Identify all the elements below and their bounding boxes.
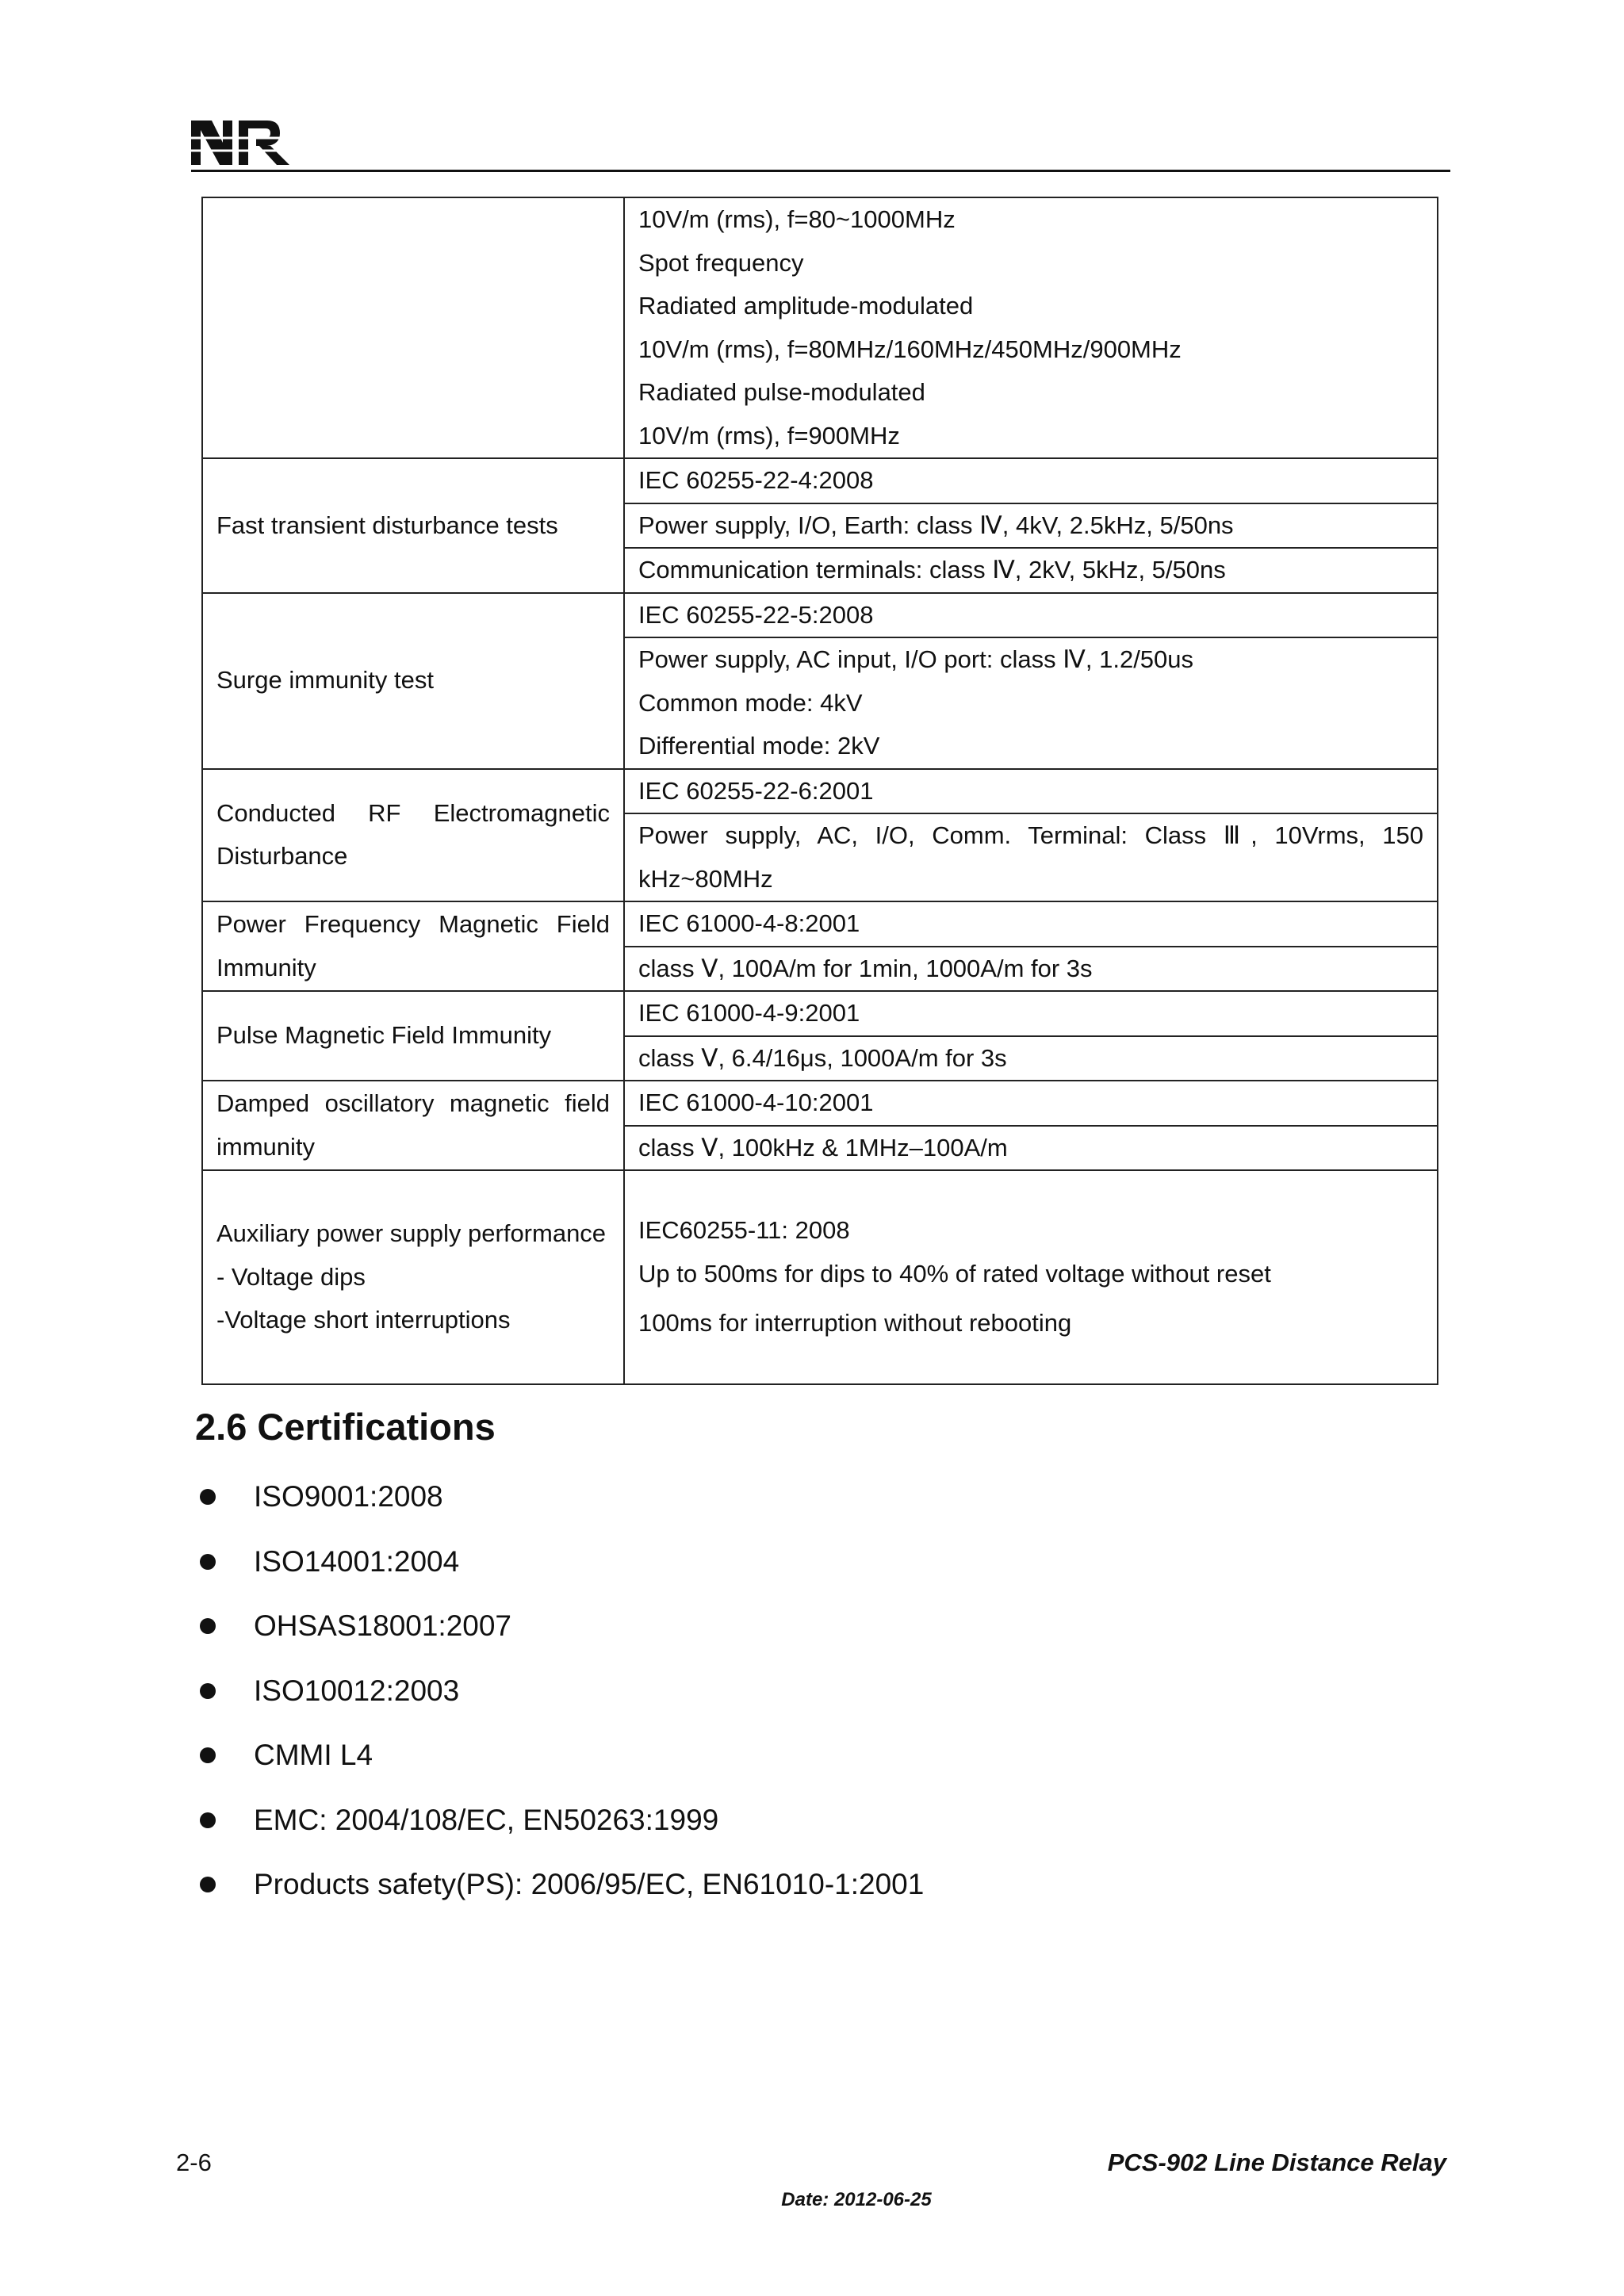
page-number: 2-6 (176, 2149, 212, 2176)
document-date: Date: 2012-06-25 (781, 2189, 932, 2210)
bullet-icon (200, 1554, 216, 1570)
certification-list (197, 1479, 924, 1932)
list-item (197, 1867, 924, 1932)
table-row (202, 991, 1438, 1036)
list-item (197, 1674, 924, 1739)
value-line: Radiated pulse-modulated (638, 378, 925, 406)
certification-label: ISO10012:2003 (254, 1674, 460, 1707)
bullet-icon (200, 1618, 216, 1634)
list-item (197, 1544, 924, 1609)
table-row (202, 1081, 1438, 1126)
bullet-icon (200, 1747, 216, 1763)
table-row (202, 901, 1438, 947)
value-cell: IEC 61000-4-8:2001 (624, 901, 1438, 947)
value-line: Up to 500ms for dips to 40% of rated voltage without reset (638, 1259, 1271, 1288)
value-line: Common mode: 4kV (638, 688, 863, 717)
header-rule (191, 170, 1450, 172)
value-cell: class Ⅴ, 100kHz & 1MHz–100A/m (624, 1126, 1438, 1171)
table-row (202, 593, 1438, 638)
value-cell: class Ⅴ, 6.4/16μs, 1000A/m for 3s (624, 1036, 1438, 1081)
test-label (202, 1170, 624, 1384)
table-row (202, 458, 1438, 503)
certification-label: CMMI L4 (254, 1739, 373, 1771)
table-row (202, 197, 1438, 458)
value-line: Radiated amplitude-modulated (638, 292, 974, 320)
line-gap (638, 1295, 1423, 1302)
value-line: Differential mode: 2kV (638, 732, 880, 760)
certification-label: ISO14001:2004 (254, 1544, 460, 1578)
empty-label-cell (202, 197, 624, 458)
list-item (197, 1609, 924, 1674)
value-cell (624, 637, 1438, 769)
value-cell: Power supply, I/O, Earth: class Ⅳ, 4kV, 2.5kHz, 5/50ns (624, 503, 1438, 549)
list-item (197, 1803, 924, 1868)
test-label: Pulse Magnetic Field Immunity (202, 991, 624, 1081)
list-item (197, 1479, 924, 1544)
value-cell: Power supply, AC, I/O, Comm. Terminal: Class Ⅲ, 10Vrms, 150 kHz~80MHz (624, 813, 1438, 901)
value-cell: IEC 60255-22-6:2001 (624, 769, 1438, 814)
value-cell (624, 197, 1438, 458)
test-label: Conducted RF Electromagnetic Disturbance (202, 769, 624, 902)
value-line: 10V/m (rms), f=900MHz (638, 421, 900, 450)
value-line: 10V/m (rms), f=80~1000MHz (638, 205, 956, 233)
bullet-icon (200, 1877, 216, 1892)
bullet-icon (200, 1489, 216, 1505)
nr-logo (191, 114, 291, 168)
value-cell: IEC 61000-4-9:2001 (624, 991, 1438, 1036)
certification-label: Products safety(PS): 2006/95/EC, EN61010-1:2001 (254, 1868, 925, 1900)
test-label: Power Frequency Magnetic Field Immunity (202, 901, 624, 991)
value-line: 100ms for interruption without rebooting (638, 1309, 1072, 1337)
certification-label: OHSAS18001:2007 (254, 1609, 512, 1642)
value-cell: IEC 60255-22-4:2008 (624, 458, 1438, 503)
list-item (197, 1738, 924, 1803)
section-heading: 2.6 Certifications (195, 1406, 496, 1448)
label-line: Auxiliary power supply performance (216, 1219, 607, 1248)
label-line: - Voltage dips (216, 1262, 366, 1291)
value-cell: class Ⅴ, 100A/m for 1min, 1000A/m for 3s (624, 947, 1438, 992)
value-cell (624, 1170, 1438, 1384)
value-line: IEC60255-11: 2008 (638, 1216, 850, 1245)
value-cell: Communication terminals: class Ⅳ, 2kV, 5kHz, 5/50ns (624, 548, 1438, 593)
table-row (202, 769, 1438, 814)
certification-label: ISO9001:2008 (254, 1480, 443, 1513)
value-line: Spot frequency (638, 248, 804, 277)
bullet-icon (200, 1683, 216, 1699)
test-label: Surge immunity test (202, 593, 624, 769)
document-title: PCS-902 Line Distance Relay (1107, 2149, 1446, 2176)
table-row (202, 1170, 1438, 1384)
bullet-icon (200, 1812, 216, 1828)
value-line: Power supply, AC input, I/O port: class Ⅳ, 1.2/50us (638, 645, 1194, 673)
specification-table (201, 197, 1438, 1385)
label-line: -Voltage short interruptions (216, 1306, 511, 1334)
test-label: Fast transient disturbance tests (202, 458, 624, 593)
value-line: 10V/m (rms), f=80MHz/160MHz/450MHz/900MHz (638, 335, 1182, 363)
value-cell: IEC 60255-22-5:2008 (624, 593, 1438, 638)
test-label: Damped oscillatory magnetic field immunity (202, 1081, 624, 1170)
certification-label: EMC: 2004/108/EC, EN50263:1999 (254, 1803, 719, 1836)
value-cell: IEC 61000-4-10:2001 (624, 1081, 1438, 1126)
